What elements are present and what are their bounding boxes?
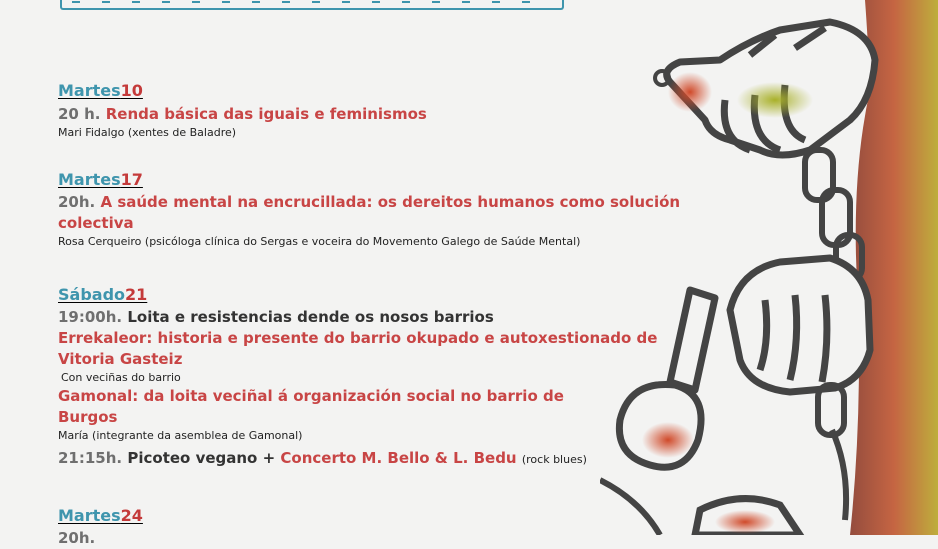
- event-speaker: Rosa Cerqueiro (psicóloga clínica do Sergas e voceira do Movemento Galego de Saúde Mental): [58, 235, 581, 248]
- header-dash: [162, 1, 170, 3]
- food-label: Picoteo vegano +: [127, 449, 276, 467]
- day-name: Martes: [58, 81, 121, 100]
- event-time: 21:15h.: [58, 449, 123, 467]
- paint-blob: [642, 422, 694, 458]
- header-dash: [282, 1, 290, 3]
- day-number: 17: [120, 170, 143, 189]
- header-dash: [342, 1, 350, 3]
- chain-right: [818, 385, 846, 520]
- header-dash: [372, 1, 380, 3]
- header-dash: [402, 1, 410, 3]
- chain-fragment: [600, 480, 660, 535]
- paint-blob: [668, 72, 712, 112]
- talk-title: Errekaleor: historia e presente do barrio okupado e autoxestionado de: [58, 329, 658, 347]
- header-dash: [252, 1, 260, 3]
- genre-label: (rock blues): [521, 453, 587, 466]
- talk-speaker: María (integrante da asemblea de Gamonal): [58, 429, 303, 442]
- event-time: 20h.: [58, 529, 96, 547]
- day-number: 10: [120, 81, 143, 100]
- day-number: 21: [125, 285, 148, 304]
- talk-title-cont: Burgos: [58, 408, 118, 426]
- header-dash: [102, 1, 110, 3]
- header-dash: [432, 1, 440, 3]
- concert-label: Concerto M. Bello & L. Bedu: [280, 449, 517, 467]
- event-time: 20h.: [58, 193, 96, 211]
- lower-fist: [730, 258, 870, 392]
- header-frame: [60, 0, 564, 10]
- header-dash: [192, 1, 200, 3]
- paint-blob: [715, 510, 775, 534]
- header-dash: [132, 1, 140, 3]
- day-name: Martes: [58, 506, 121, 525]
- header-dash: [312, 1, 320, 3]
- day-name: Sábado: [58, 285, 126, 304]
- header-dash: [72, 1, 80, 3]
- event-title: A saúde mental na encrucillada: os dereitos humanos como solución: [100, 193, 681, 211]
- event-time: 20 h.: [58, 105, 101, 123]
- event-title: Loita e resistencias dende os nosos barrios: [127, 308, 494, 326]
- event-title: Renda básica das iguais e feminismos: [105, 105, 427, 123]
- header-dash: [462, 1, 470, 3]
- header-dash: [522, 1, 530, 3]
- event-speaker: Mari Fidalgo (xentes de Baladre): [58, 126, 237, 139]
- day-number: 24: [120, 506, 143, 525]
- event-time: 19:00h.: [58, 308, 123, 326]
- day-name: Martes: [58, 170, 121, 189]
- event-title-cont: colectiva: [58, 214, 134, 232]
- header-dash: [222, 1, 230, 3]
- talk-title: Gamonal: da loita veciñal á organización social no barrio de: [58, 387, 564, 405]
- talk-speaker: Con veciñas do barrio: [61, 371, 181, 384]
- paint-blob: [737, 82, 813, 118]
- talk-title-cont: Vitoria Gasteiz: [58, 350, 183, 368]
- header-dash: [492, 1, 500, 3]
- hands-chains-illustration: [600, 0, 938, 535]
